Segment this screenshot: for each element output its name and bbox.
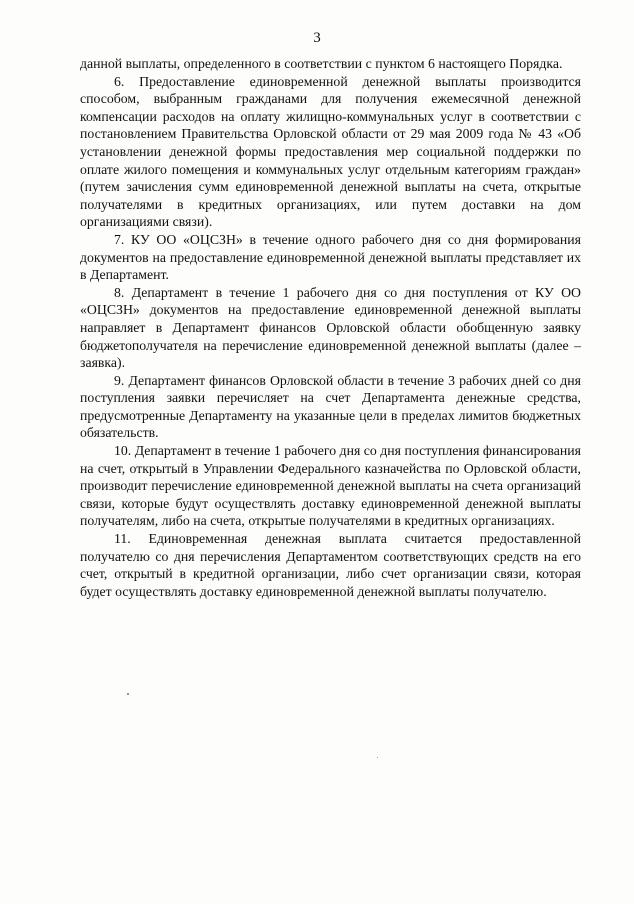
paragraph-continuation: данной выплаты, определенного в соответствии с пунктом 6 настоящего Порядка. xyxy=(80,56,563,71)
scan-speck xyxy=(127,693,129,695)
scan-speck xyxy=(377,757,378,758)
paragraph-11: 11. Единовременная денежная выплата считается предоставленной получателю со дня перечисления Департаментом соответствующих средств на его счет, открытый в кредитной организации, либо счет организации связи, которая будет осуществлять доставку единовременной денежной выплаты получателю. xyxy=(80,531,581,599)
page-number: 3 xyxy=(313,30,321,46)
paragraph-7: 7. КУ ОО «ОЦСЗН» в течение одного рабочего дня со дня формирования документов на предоставление единовременной денежной выплаты представляет их в Департамент. xyxy=(80,231,581,283)
paragraph-8: 8. Департамент в течение 1 рабочего дня со дня поступления от КУ ОО «ОЦСЗН» документов на предоставление единовременной денежной выплаты направляет в Департамент финансов Орловской области обобщенную заявку бюджетополучателя на перечисление единовременной денежной выплаты (далее – заявка). xyxy=(80,284,581,371)
paragraph-6: 6. Предоставление единовременной денежной выплаты производится способом, выбранным гражданами для получения ежемесячной денежной компенсации расходов на оплату жилищно-коммунальных услуг в соответствии с постановлением Правительства Орловской области от 29 мая 2009 года № 43 «Об установлении денежной формы предоставления мер социальной поддержки по оплате жилого помещения и коммунальных услуг отдельным категориям граждан» (путем зачисления сумм единовременной денежной выплаты на счета, открытые получателями в кредитных организациях, или путем доставки на дом организациями связи). xyxy=(80,73,581,230)
document-body xyxy=(80,55,581,600)
paragraph-10: 10. Департамент в течение 1 рабочего дня со дня поступления финансирования на счет, открытый в Управлении Федерального казначейства по Орловской области, производит перечисление единовременной денежной выплаты на счета организаций связи, которые будут осуществлять доставку единовременной денежной выплаты получателям, либо на счета, открытые получателями в кредитных организациях. xyxy=(80,443,581,529)
paragraph-9: 9. Департамент финансов Орловской области в течение 3 рабочих дней со дня поступления заявки перечисляет на счет Департамента денежные средства, предусмотренные Департаменту на указанные цели в пределах лимитов бюджетных обязательств. xyxy=(80,372,581,441)
